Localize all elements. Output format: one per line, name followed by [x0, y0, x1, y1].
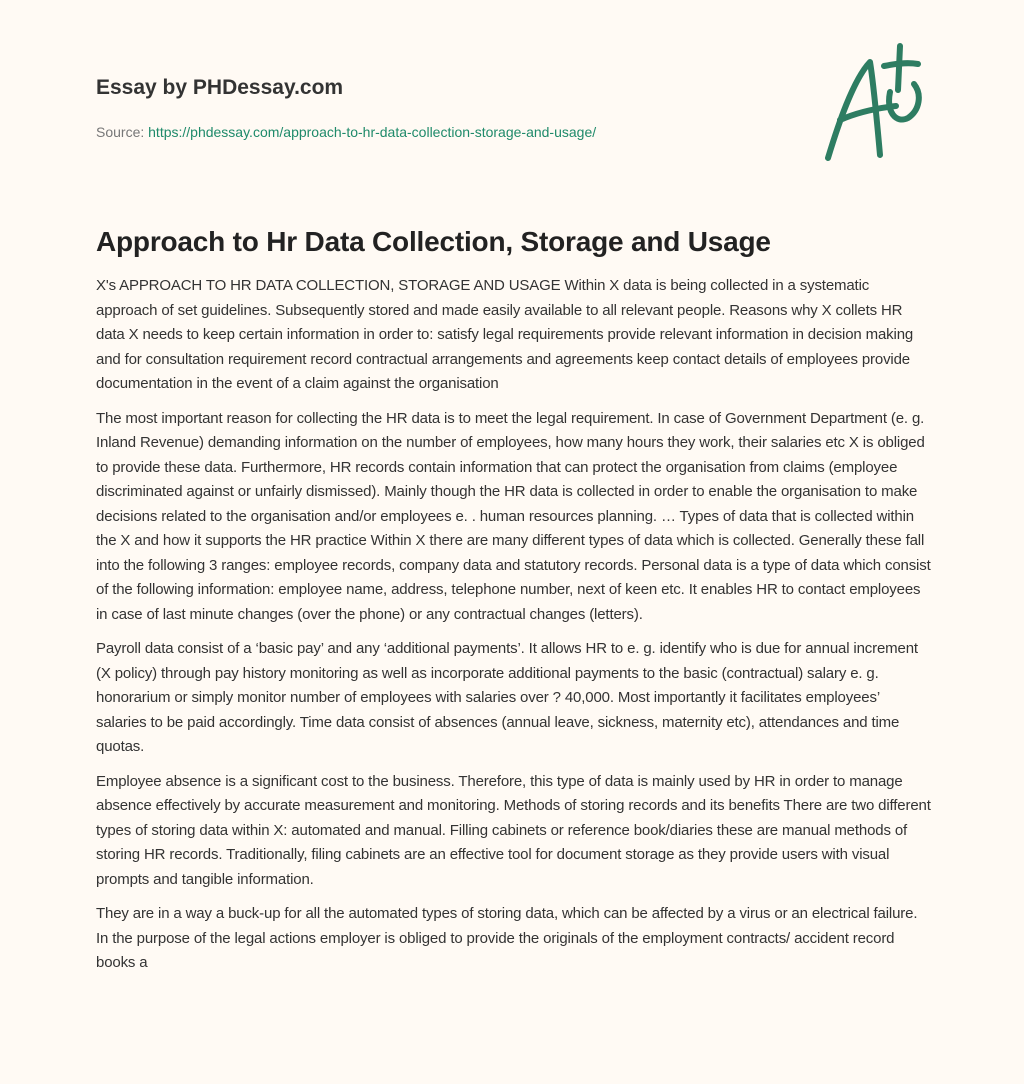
paragraph: Employee absence is a significant cost to the business. Therefore, this type of data is mainly used by HR in order to manage absence effectively by accurate measurement and monitoring. Methods of storing records and its benefits There are two different types of storing data within X: automated and manual. Filling cabinets or reference book/diaries these are manual methods of storing HR records. Traditionally, filing cabinets are an effective tool for document storage as they provide users with visual prompts and tangible information.	[96, 772, 931, 888]
source-link[interactable]: https://phdessay.com/approach-to-hr-data-collection-storage-and-usage/	[148, 124, 597, 140]
essay-header	[96, 76, 936, 140]
a-plus-icon	[818, 40, 928, 165]
page-title: Approach to Hr Data Collection, Storage and Usage	[96, 226, 771, 257]
paragraph: Payroll data consist of a ‘basic pay’ and any ‘additional payments’. It allows HR to e. g. identify who is due for annual increment (X policy) through pay history monitoring as well as incorporate additional payments to the basic (contractual) salary e. g. honorarium or simply monitor number of employees with salaries over ? 40,000. Most importantly it facilitates employees’ salaries to be paid accordingly. Time data consist of absences (annual leave, sickness, maternity etc), attendances and time quotas.	[96, 640, 918, 755]
source-line	[96, 124, 936, 140]
brand-title: Essay by PHDessay.com	[96, 76, 344, 99]
essay-article	[96, 226, 932, 986]
paragraph: They are in a way a buck-up for all the automated types of storing data, which can be affected by a virus or an electrical failure. In the purpose of the legal actions employer is obliged to provide the originals of the employment contracts/ accident record books a	[96, 905, 918, 971]
source-label: Source:	[96, 124, 145, 140]
paragraph: X's APPROACH TO HR DATA COLLECTION, STORAGE AND USAGE Within X data is being collected in a systematic approach of set guidelines. Subsequently stored and made easily available to all relevant people. Reasons why X collets HR data X needs to keep certain information in order to: satisfy legal requirements provide relevant information in decision making and for consultation requirement record contractual arrangements and agreements keep contact details of employees provide documentation in the event of a claim against the organisation	[96, 277, 914, 392]
paragraph: The most important reason for collecting the HR data is to meet the legal requirement. In case of Government Department (e. g. Inland Revenue) demanding information on the number of employees, how many hours they work, their salaries etc X is obliged to provide these data. Furthermore, HR records contain information that can protect the organisation from claims (employee discriminated against or unfairly dismissed). Mainly though the HR data is collected in order to enable the organisation to make decisions related to the organisation and/or employees e. . human resources planning. … Types of data that is collected within the X and how it supports the HR practice Within X there are many different types of data which is collected. Generally these fall into the following 3 ranges: employee records, company data and statutory records. Personal data is a type of data which consist of the following information: employee name, address, telephone number, next of keen etc. It enables HR to contact employees in case of last minute changes (over the phone) or any contractual changes (letters).	[96, 409, 931, 623]
